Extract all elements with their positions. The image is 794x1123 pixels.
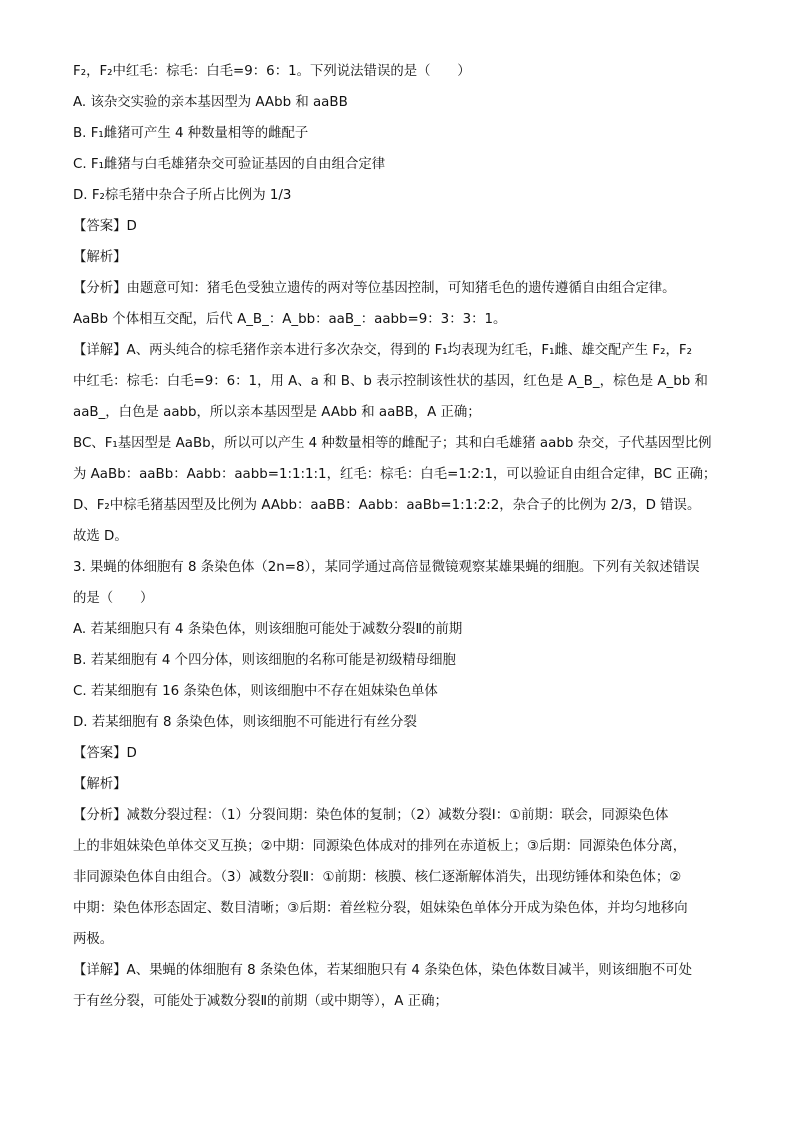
document-page [73,62,723,1023]
text-line: 故选 D。 [73,529,128,544]
text-line: 上的非姐妹染色单体交叉互换；②中期：同源染色体成对的排列在赤道板上；③后期：同源染色体分离， [73,839,687,854]
text-line: 两极。 [73,932,114,947]
text-line: C. 若某细胞有 16 条染色体，则该细胞中不存在姐妹染色单体 [73,684,438,699]
text-line: A. 若某细胞只有 4 条染色体，则该细胞可能处于减数分裂Ⅱ的前期 [73,622,463,637]
text-line: 于有丝分裂，可能处于减数分裂Ⅱ的前期（或中期等），A 正确； [73,994,448,1009]
text-line: D. 若某细胞有 8 条染色体，则该细胞不可能进行有丝分裂 [73,715,417,730]
text-line: aaB_，白色是 aabb，所以亲本基因型是 AAbb 和 aaBB，A 正确； [73,405,481,420]
text-line: 的是（ ） [73,591,154,606]
text-line: C. F₁雌猪与白毛雄猪杂交可验证基因的自由组合定律 [73,157,386,172]
text-line: 非同源染色体自由组合。（3）减数分裂Ⅱ：①前期：核膜、核仁逐渐解体消失，出现纺锤体和染色体；② [73,870,682,885]
text-line: D、F₂中棕毛猪基因型及比例为 AAbb：aaBB：Aabb：aaBb=1:1:2:2，杂合子的比例为 2/3，D 错误。 [73,498,701,513]
text-line: AaBb 个体相互交配，后代 A_B_：A_bb：aaB_：aabb=9：3：3：1。 [73,312,507,327]
text-line: 【答案】D [73,219,137,234]
text-line: B. 若某细胞有 4 个四分体，则该细胞的名称可能是初级精母细胞 [73,653,456,668]
text-line: 中期：染色体形态固定、数目清晰；③后期：着丝粒分裂，姐妹染色单体分开成为染色体，并均匀地移向 [73,901,688,916]
text-line: 【解析】 [73,777,127,792]
text-line: D. F₂棕毛猪中杂合子所占比例为 1/3 [73,188,292,203]
text-line: F₂，F₂中红毛：棕毛：白毛=9：6：1。下列说法错误的是（ ） [73,64,471,79]
text-line: A. 该杂交实验的亲本基因型为 AAbb 和 aaBB [73,95,348,110]
text-line: 【分析】减数分裂过程：（1）分裂间期：染色体的复制；（2）减数分裂Ⅰ：①前期：联会，同源染色体 [73,808,669,823]
text-line: 【详解】A、果蝇的体细胞有 8 条染色体，若某细胞只有 4 条染色体，染色体数目减半，则该细胞不可处 [73,963,693,978]
text-line: 为 AaBb：aaBb：Aabb：aabb=1:1:1:1，红毛：棕毛：白毛=1:2:1，可以验证自由组合定律，BC 正确； [73,467,717,482]
text-line: 中红毛：棕毛：白毛=9：6：1，用 A、a 和 B、b 表示控制该性状的基因，红色是 A_B_，棕色是 A_bb 和 [73,374,708,389]
text-line: 【分析】由题意可知：猪毛色受独立遗传的两对等位基因控制，可知猪毛色的遗传遵循自由组合定律。 [73,281,676,296]
text-line: 【解析】 [73,250,127,265]
text-line: B. F₁雌猪可产生 4 种数量相等的雌配子 [73,126,309,141]
text-line: BC、F₁基因型是 AaBb，所以可以产生 4 种数量相等的雌配子；其和白毛雄猪 aabb 杂交，子代基因型比例 [73,436,712,451]
text-line: 【详解】A、两头纯合的棕毛猪作亲本进行多次杂交，得到的 F₁均表现为红毛，F₁雌、雄交配产生 F₂，F₂ [73,343,692,358]
text-line: 【答案】D [73,746,137,761]
text-line: 3. 果蝇的体细胞有 8 条染色体（2n=8），某同学通过高倍显微镜观察某雄果蝇的细胞。下列有关叙述错误 [73,560,700,575]
